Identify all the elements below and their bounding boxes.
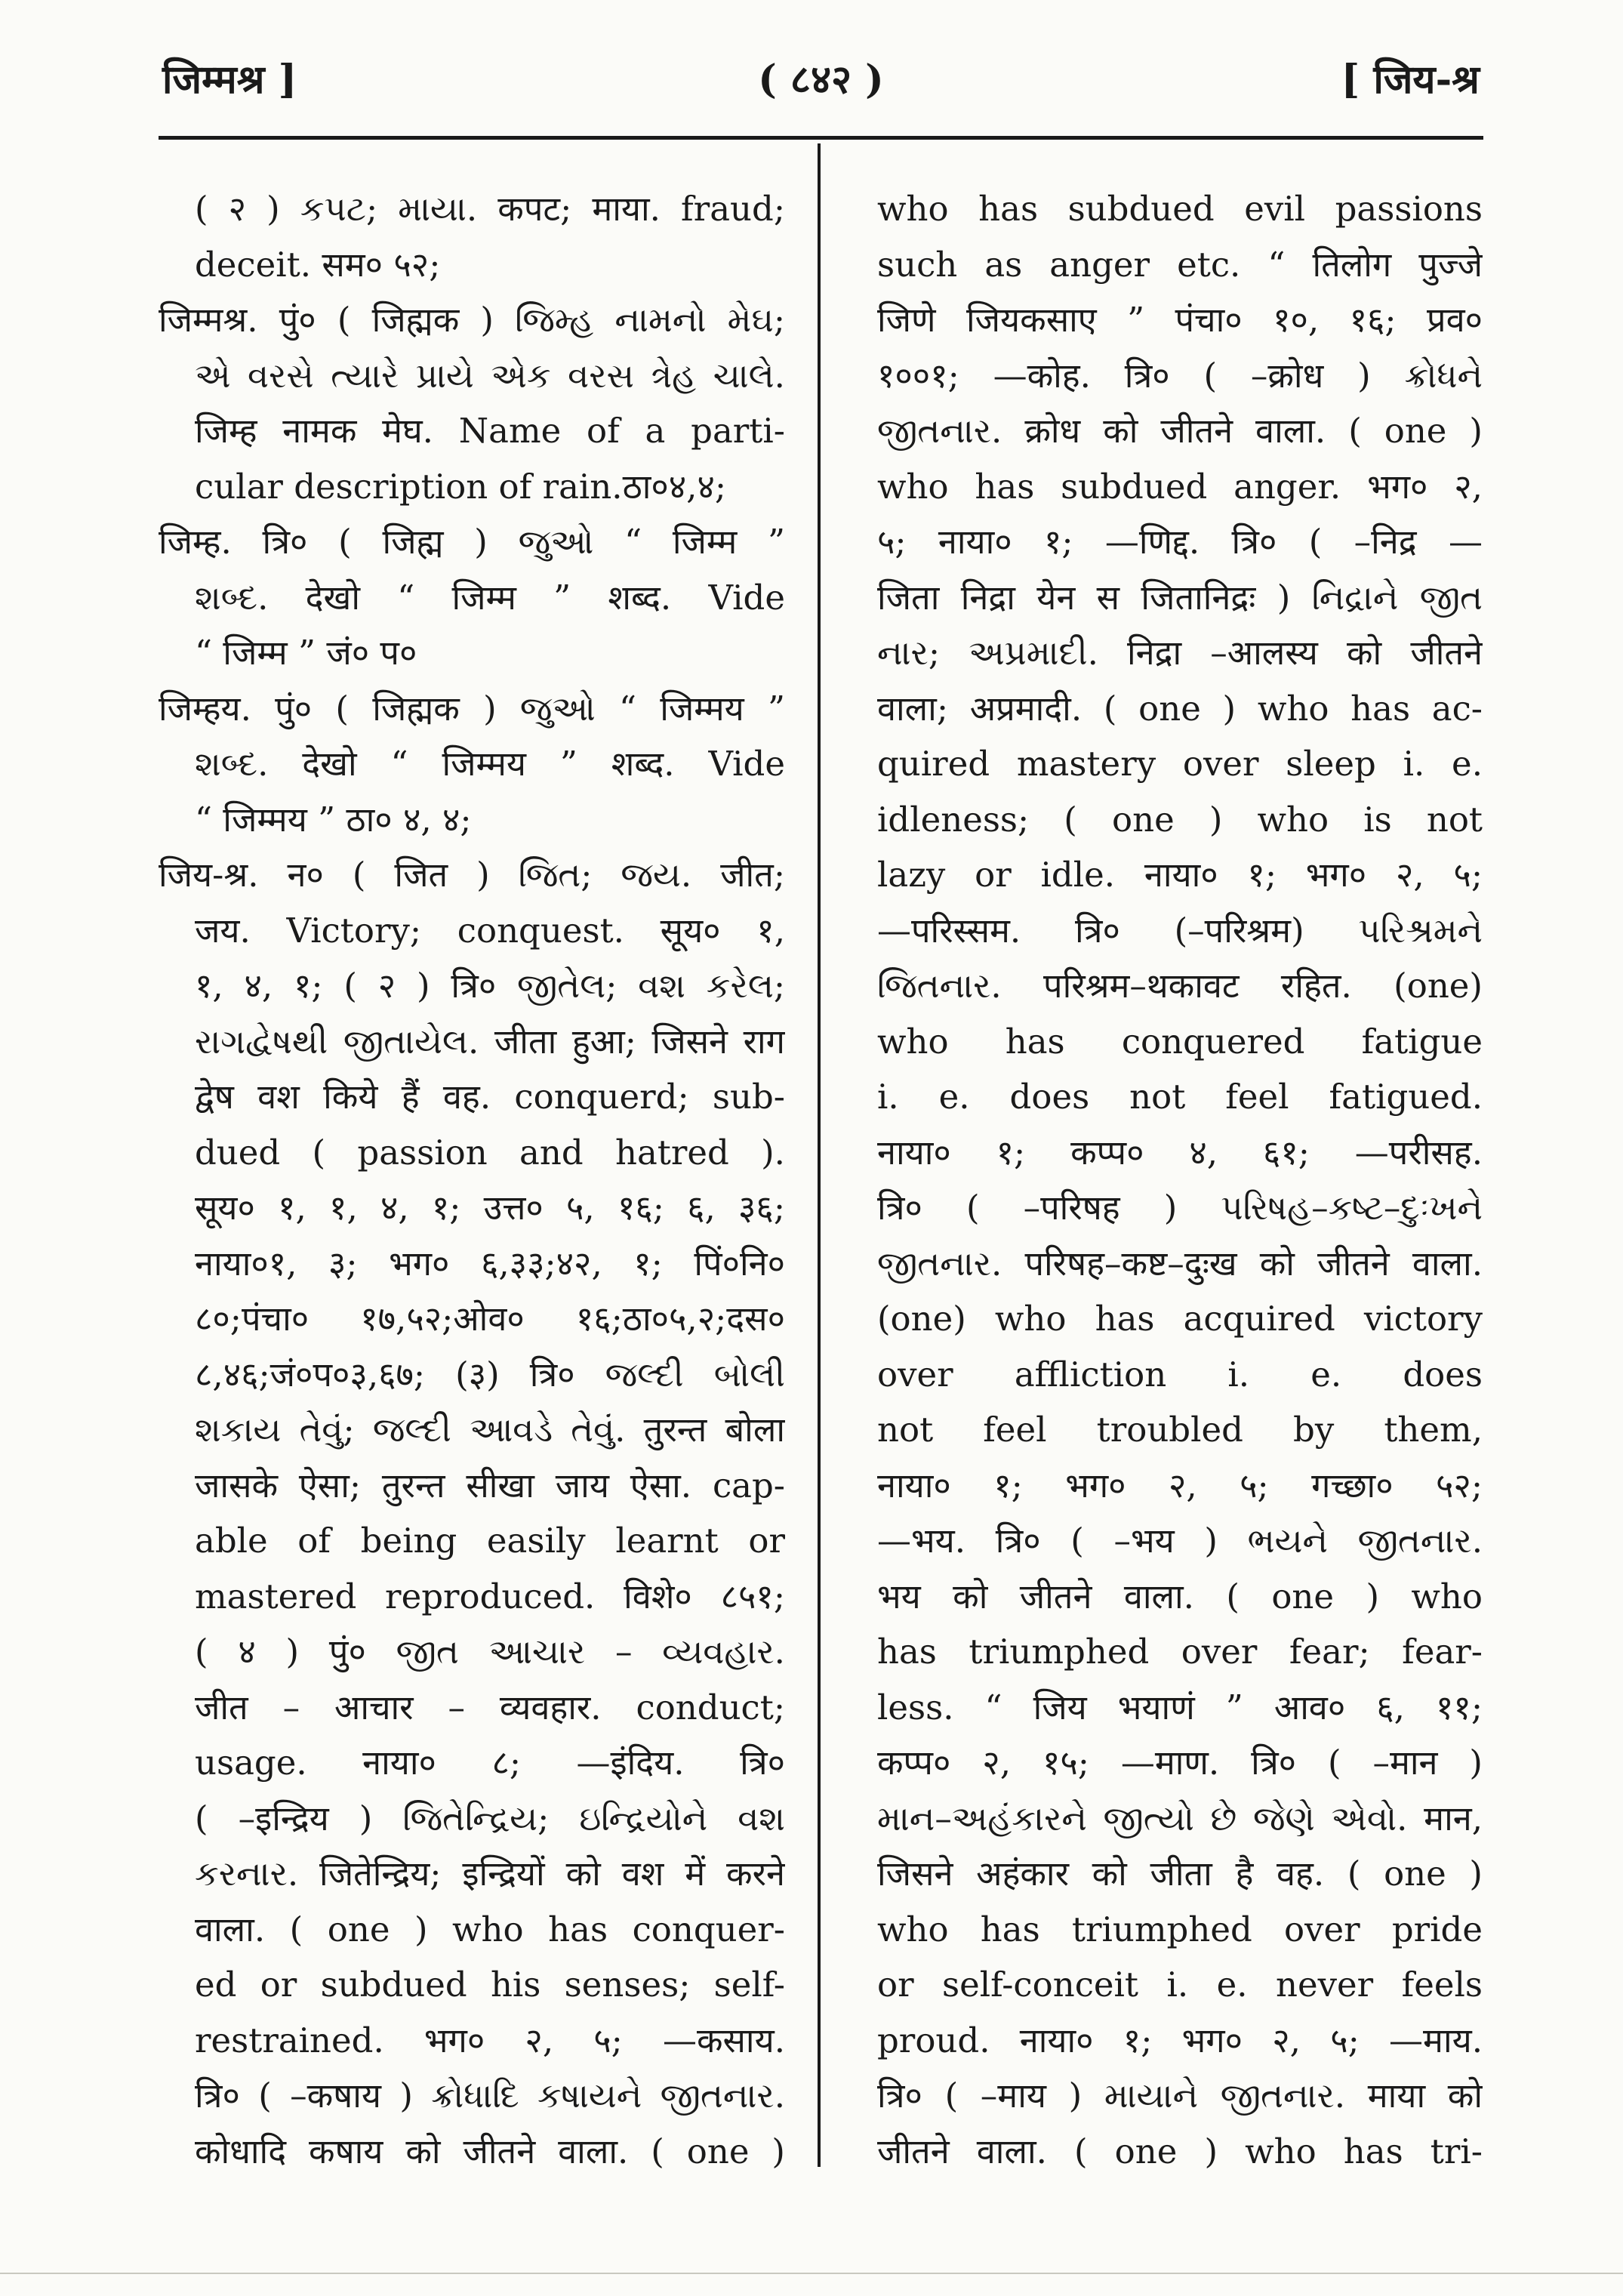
text-line: usage. नाया० ८; —इंदिय. त्रि० bbox=[195, 1743, 785, 1783]
text-line: जासके ऐसा; तुरन्त सीखा जाय ऐसा. cap- bbox=[195, 1465, 785, 1505]
text-line: dued ( passion and hatred ). bbox=[195, 1132, 785, 1173]
text-line: ( –इन्द्रिय ) જિતેન્દ્રિય; ઇન્દ્રિયોને વશ bbox=[195, 1798, 785, 1838]
text-line: such as anger etc. “ तिलोग पुज्जे bbox=[877, 244, 1483, 285]
text-line: less. “ जिय भयाणं ” आव० ६, ११; bbox=[877, 1687, 1483, 1727]
text-line: ed or subdued his senses; self- bbox=[195, 1965, 785, 2005]
page-number: ( ८४२ ) bbox=[758, 57, 884, 103]
text-line: “ जिम्म ” जं० प० bbox=[195, 633, 417, 673]
text-line: जीतने वाला. ( one ) who has tri- bbox=[877, 2131, 1483, 2171]
text-line: deceit. सम० ५२; bbox=[195, 244, 441, 285]
text-line: રાગદ્વેષથી જીતાયેલ. जीता हुआ; जिसने राग bbox=[195, 1021, 785, 1062]
text-line: जिणे जियकसाए ” पंचा० १०, १६; प्रव० bbox=[877, 300, 1483, 340]
text-line: શબ્દ. देखो “ जिम्म ” शब्द. Vide bbox=[195, 577, 785, 618]
text-line: नाया०१, ३; भग० ६,३३;४२, १; पिं०नि० bbox=[195, 1243, 785, 1284]
text-line: who has conquered fatigue bbox=[877, 1021, 1483, 1062]
text-line: ( ४ ) पुं० જીત આચાર – વ્યવહાર. bbox=[195, 1632, 785, 1672]
text-line: idleness; ( one ) who is not bbox=[877, 799, 1483, 840]
right-column bbox=[877, 181, 1483, 2179]
text-line: जय. Victory; conquest. सूय० १, bbox=[195, 910, 785, 951]
text-line: त्रि० ( –माय ) માયાને જીતનાર. माया को bbox=[877, 2076, 1483, 2116]
text-line: શબ્દ. देखो “ जिम्मय ” शब्द. Vide bbox=[195, 744, 785, 784]
text-line: जिय-श्र. न० ( जित ) જિત; જય. जीत; bbox=[159, 855, 785, 895]
text-line: त्रि० ( –कषाय ) ક્રોધાદિ કષાયને જીતનાર. bbox=[195, 2076, 785, 2116]
text-line: over affliction i. e. does bbox=[877, 1354, 1483, 1395]
text-line: —परिस्सम. त्रि० (–परिश्रम) પરિશ્રમને bbox=[877, 910, 1483, 951]
text-line: lazy or idle. नाया० १; भग० २, ५; bbox=[877, 855, 1483, 895]
text-line: or self-conceit i. e. never feels bbox=[877, 1965, 1483, 2005]
header-rule bbox=[159, 136, 1483, 140]
text-line: quired mastery over sleep i. e. bbox=[877, 744, 1483, 784]
text-line: जिम्मश्र. पुं० ( जिह्मक ) જિમ્હ નામનો મેઘ; bbox=[159, 300, 785, 340]
text-line: ८०;पंचा० १७,५२;ओव० १६;ठा०५,२;दस० bbox=[195, 1299, 785, 1339]
text-line: जिता निद्रा येन स जितानिद्रः ) નિદ્રાને જીત bbox=[877, 577, 1483, 618]
text-line: જીતનાર. परिषह–कष्ट–दुःख को जीतने वाला. bbox=[877, 1243, 1483, 1284]
text-line: જિતનાર. परिश्रम–थकावट रहित. (one) bbox=[877, 966, 1483, 1006]
text-line: कोधादि कषाय को जीतने वाला. ( one ) bbox=[195, 2131, 785, 2171]
text-line: ८,४६;जं०प०३,६७; (३) त्रि० જલ્દી બોલી bbox=[195, 1354, 785, 1395]
text-line: त्रि० ( –परिषह ) પરિષહ–કષ્ટ–દુઃખને bbox=[877, 1188, 1483, 1228]
text-line: नाया० १; भग० २, ५; गच्छा० ५२; bbox=[877, 1465, 1483, 1505]
text-line: १, ४, १; ( २ ) त्रि० જીતેલ; વશ કરેલ; bbox=[195, 966, 785, 1006]
text-line: માન–અહંકારને જીત્યો છે જેણે એવો. मान, bbox=[877, 1798, 1483, 1838]
text-line: cular description of rain.ठा०४,४; bbox=[195, 466, 727, 507]
text-line: ५; नाया० १; —णिद्द. त्रि० ( –निद्र — bbox=[877, 522, 1483, 562]
text-line: जिसने अहंकार को जीता है वह. ( one ) bbox=[877, 1854, 1483, 1894]
text-line: वाला. ( one ) who has conquer- bbox=[195, 1909, 785, 1949]
text-line: who has triumphed over pride bbox=[877, 1909, 1483, 1949]
text-line: who has subdued evil passions bbox=[877, 189, 1483, 229]
text-line: નાર; અપ્રમાદી. निद्रा –आलस्य को जीतने bbox=[877, 633, 1483, 673]
text-line: १००१; —कोह. त्रि० ( –क्रोध ) ક્રોધને bbox=[877, 355, 1483, 396]
text-line: सूय० १, १, ४, १; उत्त० ५, १६; ६, ३६; bbox=[195, 1188, 785, 1228]
text-line: i. e. does not feel fatigued. bbox=[877, 1077, 1483, 1117]
header-right-guideword: [ जिय-श्र bbox=[1341, 57, 1480, 103]
text-line: जिम्ह. त्रि० ( जिह्म ) જુઓ “ जिम्म ” bbox=[159, 522, 785, 562]
text-line: जिम्हय. पुं० ( जिह्मक ) જુઓ “ जिम्मय ” bbox=[159, 688, 785, 729]
page-bottom-edge bbox=[0, 2273, 1623, 2274]
text-line: द्वेष वश किये हैं वह. conquerd; sub- bbox=[195, 1077, 785, 1117]
text-line: restrained. भग० २, ५; —कसाय. bbox=[195, 2020, 785, 2060]
page-header bbox=[162, 45, 1480, 113]
text-line: એ વરસે ત્યારે પ્રાયે એક વરસ ત્રેહ ચાલે. bbox=[195, 355, 785, 396]
text-line: has triumphed over fear; fear- bbox=[877, 1632, 1483, 1672]
text-line: जिम्ह नामक मेघ. Name of a parti- bbox=[195, 411, 785, 451]
text-line: જીતનાર. क्रोध को जीतने वाला. ( one ) bbox=[877, 411, 1483, 451]
text-line: શકાય તેવું; જલ્દી આવડે તેવું. तुरन्त बोला bbox=[195, 1410, 785, 1450]
text-line: ( २ ) કપટ; માયા. कपट; माया. fraud; bbox=[195, 189, 785, 229]
text-line: कप्प० २, १५; —माण. त्रि० ( –मान ) bbox=[877, 1743, 1483, 1783]
text-line: —भय. त्रि० ( –भय ) ભયને જીતનાર. bbox=[877, 1521, 1483, 1561]
text-line: not feel troubled by them, bbox=[877, 1410, 1483, 1450]
text-line: “ जिम्मय ” ठा० ४, ४; bbox=[195, 799, 472, 840]
text-line: भय को जीतने वाला. ( one ) who bbox=[877, 1576, 1483, 1616]
text-line: जीत – आचार – व्यवहार. conduct; bbox=[195, 1687, 785, 1727]
left-column bbox=[159, 181, 785, 2179]
text-line: કરનાર. जितेन्द्रिय; इन्द्रियों को वश में करने bbox=[195, 1854, 785, 1894]
text-line: नाया० १; कप्प० ४, ६१; —परीसह. bbox=[877, 1132, 1483, 1173]
text-line: able of being easily learnt or bbox=[195, 1521, 785, 1561]
header-left-guideword: जिम्मश्र ] bbox=[162, 57, 297, 103]
text-line: proud. नाया० १; भग० २, ५; —माय. bbox=[877, 2020, 1483, 2060]
text-line: mastered reproduced. विशे० ८५१; bbox=[195, 1576, 785, 1616]
text-line: (one) who has acquired victory bbox=[877, 1299, 1483, 1339]
column-divider bbox=[818, 143, 821, 2167]
text-line: वाला; अप्रमादी. ( one ) who has ac- bbox=[877, 688, 1483, 729]
text-line: who has subdued anger. भग० २, bbox=[877, 466, 1483, 507]
